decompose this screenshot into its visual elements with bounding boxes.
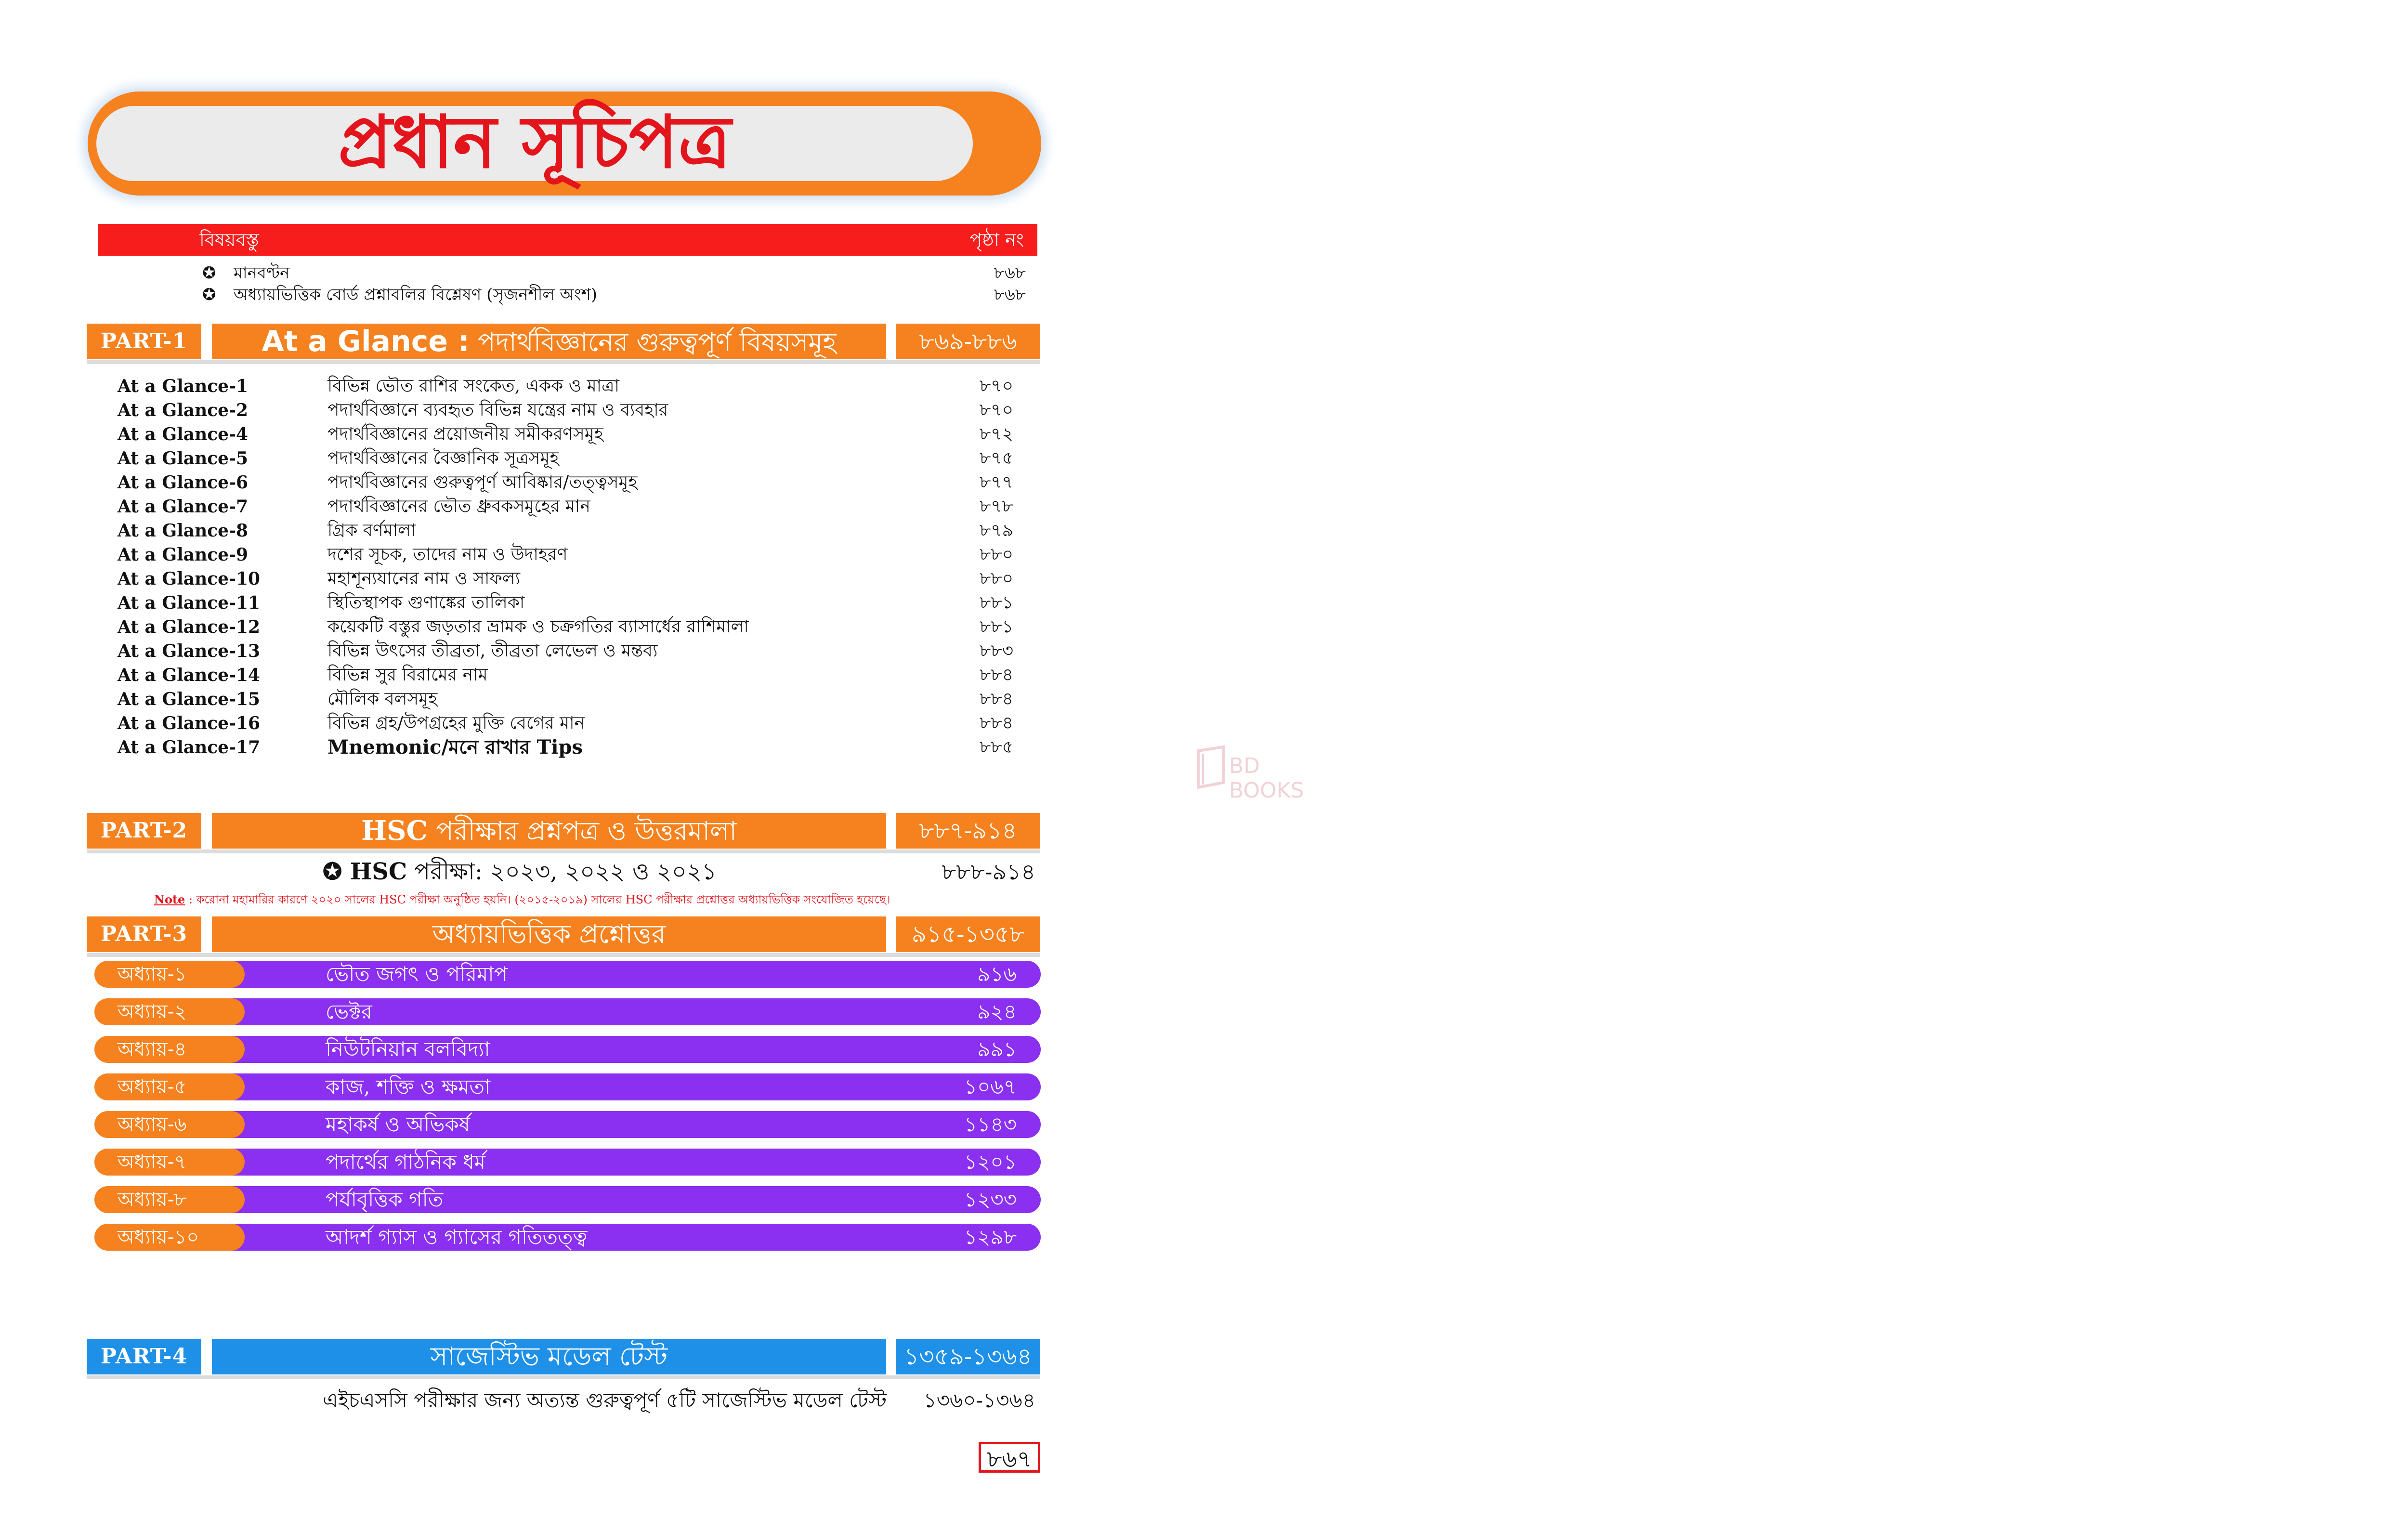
bd-books-watermark [1194,744,1339,803]
star-icon: ✪ [202,263,216,283]
part2-note [154,890,1040,909]
part4-underline [87,1375,1040,1379]
chapter-row[interactable] [94,1111,1041,1138]
part4-range: ১৩৫৯-১৩৬৪ [896,1339,1040,1374]
item-code: At a Glance-1 [118,376,249,396]
page-title: প্রধান সূচিপত্র [338,100,732,184]
part2-title-text: পরীক্ষার প্রশ্নপত্র ও উত্তরমালা [436,816,737,846]
chapter-bar [123,1036,1041,1063]
part4-entry-page: ১৩৬০-১৩৬৪ [923,1388,1035,1412]
page-number: ৮৬৭ [979,1442,1040,1473]
part3-underline [87,953,1040,957]
item-topic: বিভিন্ন ভৌত রাশির সংকেত, একক ও মাত্রা [327,376,620,396]
list-item[interactable] [118,639,1013,663]
item-page: ৮৮৩ [979,641,1013,661]
toc-row[interactable] [202,262,1026,284]
part3-title: অধ্যায়ভিত্তিক প্রশ্নোত্তর [212,916,886,952]
list-item[interactable] [118,687,1013,711]
chapter-bar [123,1149,1041,1176]
item-page: ৮৮০ [979,569,1013,588]
chapter-row[interactable] [94,1149,1041,1176]
part2-tag: PART-2 [87,813,201,849]
part1-title-prefix: At a Glance : [262,325,470,358]
chapter-row[interactable] [94,1224,1041,1251]
chapter-row[interactable] [94,1186,1041,1213]
item-page: ৮৭০ [979,376,1013,396]
toc-row-label: মানবণ্টন [234,263,290,283]
item-code: At a Glance-10 [118,569,261,589]
item-topic: পদার্থবিজ্ঞানের বৈজ্ঞানিক সূত্রসমূহ [327,448,559,468]
list-item[interactable] [118,422,1013,446]
list-item[interactable] [118,398,1013,422]
item-code: At a Glance-11 [118,593,261,613]
chapter-pill: অধ্যায়-৮ [94,1186,245,1213]
part1-range: ৮৬৯-৮৮৬ [896,324,1040,359]
item-topic: গ্রিক বর্ণমালা [327,521,416,540]
chapter-page: ১১৪৩ [964,1112,1017,1136]
chapter-page: ১২৩৩ [964,1188,1017,1211]
chapter-page: ৯২৪ [977,1000,1017,1023]
part1-tag: PART-1 [87,324,201,359]
chapter-bar [123,1186,1041,1213]
chapter-page: ১০৬৭ [964,1075,1017,1098]
chapter-pill: অধ্যায়-৭ [94,1149,245,1176]
item-topic: Mnemonic/মনে রাখার Tips [327,736,583,758]
item-page: ৮৭৯ [979,521,1013,540]
chapter-pill: অধ্যায়-১০ [94,1224,245,1251]
item-topic: বিভিন্ন গ্রহ/উপগ্রহের মুক্তি বেগের মান [327,713,585,733]
part3-range: ৯১৫-১৩৫৮ [896,916,1040,952]
item-page: ৮৮৪ [979,713,1013,733]
item-code: At a Glance-12 [118,617,261,637]
part2-entry-prefix: ✪ HSC [323,858,407,885]
chapter-title: আদর্শ গ্যাস ও গ্যাসের গতিতত্ত্ব [326,1225,588,1249]
item-page: ৮৭৭ [979,472,1013,492]
item-page: ৮৭২ [979,424,1013,444]
list-item[interactable] [118,446,1013,471]
part1-underline [87,360,1040,364]
chapter-title: ভেক্টর [326,1000,372,1023]
chapter-pill: অধ্যায়-৬ [94,1111,245,1138]
chapter-pill: অধ্যায়-১ [94,961,245,988]
toc-row[interactable] [202,284,1026,305]
item-code: At a Glance-7 [118,497,249,517]
part1-title [212,324,886,359]
header-subject-label: বিষয়বস্তু [199,229,259,250]
part4-tag: PART-4 [87,1339,201,1374]
chapter-row[interactable] [94,1036,1041,1063]
chapter-page: ৯৯১ [977,1037,1017,1061]
item-code: At a Glance-2 [118,400,249,420]
chapter-row[interactable] [94,1073,1041,1100]
item-code: At a Glance-16 [118,713,261,733]
part4-title: সাজেস্টিভ মডেল টেস্ট [212,1339,886,1374]
part2-title [212,813,886,849]
item-code: At a Glance-6 [118,472,249,493]
chapter-title: নিউটনিয়ান বলবিদ্যা [326,1037,490,1061]
part2-range: ৮৮৭-৯১৪ [896,813,1040,849]
item-page: ৮৮৪ [979,665,1013,685]
item-topic: মহাশূন্যযানের নাম ও সাফল্য [327,569,521,588]
item-page: ৮৮৫ [979,737,1013,757]
list-item[interactable] [118,735,1013,759]
chapter-page: ৯১৬ [977,962,1017,986]
list-item[interactable] [118,663,1013,687]
book-icon [1194,744,1228,792]
item-page: ৮৭০ [979,400,1013,420]
chapter-bar [123,1111,1041,1138]
item-page: ৮৮৪ [979,689,1013,709]
chapter-title: পর্যাবৃত্তিক গতি [326,1188,444,1211]
list-item[interactable] [118,519,1013,543]
chapter-title: পদার্থের গাঠনিক ধর্ম [326,1150,486,1174]
list-item[interactable] [118,591,1013,615]
note-label: Note [154,892,185,906]
part2-underline [87,850,1040,853]
chapter-title: ভৌত জগৎ ও পরিমাপ [326,962,508,986]
note-text: : করোনা মহামারির কারণে ২০২০ সালের HSC পরীক্ষা অনুষ্ঠিত হয়নি। (২০১৫-২০১৯) সালের HSC পরীক্ষার প্রশ্নোত্তর অধ্যায়ভিত্তিক সংযোজিত হয়েছে। [188,893,890,906]
item-page: ৮৭৮ [979,497,1013,516]
chapter-row[interactable] [94,961,1041,988]
item-code: At a Glance-4 [118,424,249,445]
item-topic: পদার্থবিজ্ঞানের গুরুত্বপূর্ণ আবিষ্কার/তত্ত্বসমূহ [327,472,638,492]
toc-header-bar [98,224,1037,256]
item-code: At a Glance-13 [118,641,261,661]
chapter-pill: অধ্যায়-৫ [94,1073,245,1100]
part4-entry[interactable]: এইচএসসি পরীক্ষার জন্য অত্যন্ত গুরুত্বপূর্ণ ৫টি সাজেস্টিভ মডেল টেস্ট [323,1388,887,1412]
header-page-label: পৃষ্ঠা নং [969,229,1024,250]
item-page: ৮৭৫ [979,448,1013,468]
part2-entry[interactable] [323,857,717,886]
item-code: At a Glance-8 [118,521,249,541]
part2-entry-page: ৮৮৮-৯১৪ [942,859,1035,885]
chapter-pill: অধ্যায়-৪ [94,1036,245,1063]
list-item[interactable] [118,471,1013,495]
item-topic: স্থিতিস্থাপক গুণাঙ্কের তালিকা [327,593,525,613]
toc-row-page: ৮৬৮ [994,263,1026,283]
star-icon: ✪ [202,285,216,304]
item-topic: পদার্থবিজ্ঞানে ব্যবহৃত বিভিন্ন যন্ত্রের নাম ও ব্যবহার [327,400,668,420]
item-page: ৮৮১ [979,617,1013,637]
chapter-row[interactable] [94,998,1041,1025]
list-item[interactable] [118,495,1013,519]
chapter-bar [123,961,1041,988]
chapter-bar [123,1073,1041,1100]
part2-entry-text: পরীক্ষা: ২০২৩, ২০২২ ও ২০২১ [414,858,717,885]
chapter-page: ১২৯৮ [964,1225,1017,1249]
item-page: ৮৮১ [979,593,1013,613]
item-page: ৮৮০ [979,545,1013,564]
list-item[interactable] [118,615,1013,639]
item-topic: কয়েকটি বস্তুর জড়তার ভ্রামক ও চক্রগতির ব্যাসার্ধের রাশিমালা [327,617,749,637]
part3-tag: PART-3 [87,916,201,952]
list-item[interactable] [118,711,1013,735]
item-code: At a Glance-15 [118,689,261,709]
chapter-pill: অধ্যায়-২ [94,998,245,1025]
item-code: At a Glance-5 [118,448,249,469]
item-code: At a Glance-14 [118,665,261,685]
chapter-title: মহাকর্ষ ও অভিকর্ষ [326,1112,470,1136]
chapter-title: কাজ, শক্তি ও ক্ষমতা [326,1075,491,1098]
item-topic: বিভিন্ন উৎসের তীব্রতা, তীব্রতা লেভেল ও মন্তব্য [327,641,658,661]
list-item[interactable] [118,543,1013,567]
item-code: At a Glance-17 [118,737,261,758]
part2-title-hsc: HSC [361,815,428,847]
toc-row-label: অধ্যায়ভিত্তিক বোর্ড প্রশ্নাবলির বিশ্লেষণ (সৃজনশীল অংশ) [234,285,597,304]
part1-title-text: পদার্থবিজ্ঞানের গুরুত্বপূর্ণ বিষয়সমূহ [478,327,837,357]
toc-row-page: ৮৬৮ [994,285,1026,304]
item-topic: মৌলিক বলসমূহ [327,689,438,709]
item-topic: বিভিন্ন সুর বিরামের নাম [327,665,488,685]
chapter-page: ১২০১ [964,1150,1017,1174]
list-item[interactable] [118,374,1013,398]
list-item[interactable] [118,567,1013,591]
watermark-text: BD BOOKS [1229,754,1304,803]
item-topic: পদার্থবিজ্ঞানের প্রয়োজনীয় সমীকরণসমূহ [327,424,603,444]
chapter-bar [123,998,1041,1025]
item-code: At a Glance-9 [118,545,249,565]
item-topic: দশের সূচক, তাদের নাম ও উদাহরণ [327,545,568,564]
item-topic: পদার্থবিজ্ঞানের ভৌত ধ্রুবকসমূহের মান [327,497,590,516]
